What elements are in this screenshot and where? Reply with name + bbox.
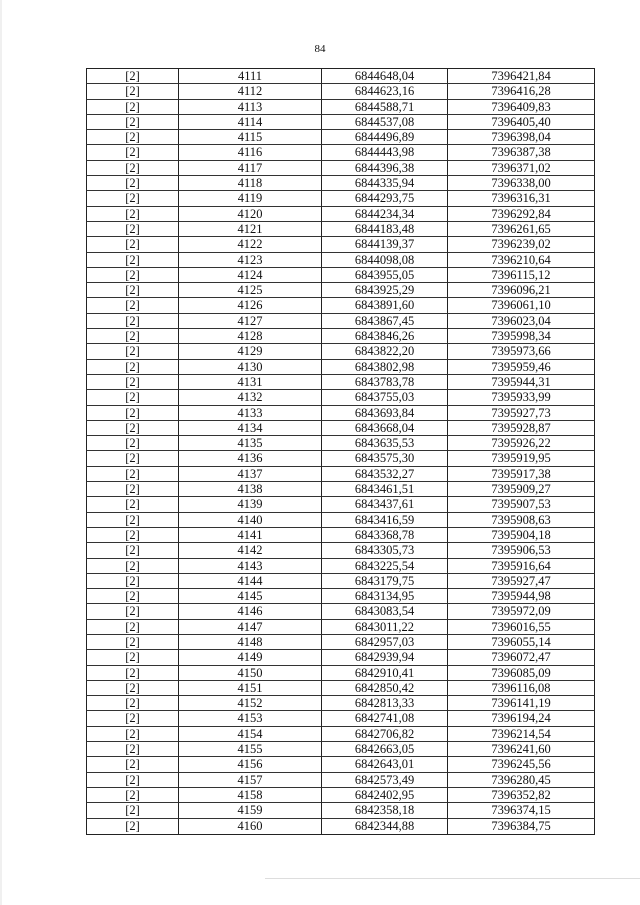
x-coordinate-cell: 6844335,94	[322, 176, 448, 191]
table-row	[86, 497, 595, 512]
table-row	[86, 115, 595, 130]
point-number-cell: 4148	[179, 635, 322, 650]
point-number-cell: 4121	[179, 222, 322, 237]
table-row	[86, 314, 595, 329]
point-number-cell: 4140	[179, 513, 322, 528]
point-number-cell: 4155	[179, 742, 322, 757]
x-coordinate-cell: 6843416,59	[322, 513, 448, 528]
table-row	[86, 696, 595, 711]
source-ref-cell: [2]	[86, 283, 179, 298]
table-row	[86, 176, 595, 191]
point-number-cell: 4112	[179, 84, 322, 99]
x-coordinate-cell: 6843955,05	[322, 268, 448, 283]
x-coordinate-cell: 6844183,48	[322, 222, 448, 237]
point-number-cell: 4128	[179, 329, 322, 344]
table-row	[86, 513, 595, 528]
table-row	[86, 604, 595, 619]
source-ref-cell: [2]	[86, 696, 179, 711]
source-ref-cell: [2]	[86, 788, 179, 803]
table-row	[86, 650, 595, 665]
point-number-cell: 4129	[179, 344, 322, 359]
table-row	[86, 482, 595, 497]
source-ref-cell: [2]	[86, 681, 179, 696]
point-number-cell: 4124	[179, 268, 322, 283]
x-coordinate-cell: 6843179,75	[322, 574, 448, 589]
source-ref-cell: [2]	[86, 574, 179, 589]
y-coordinate-cell: 7396280,45	[448, 773, 595, 788]
x-coordinate-cell: 6844396,38	[322, 161, 448, 176]
point-number-cell: 4156	[179, 757, 322, 772]
source-ref-cell: [2]	[86, 635, 179, 650]
y-coordinate-cell: 7395906,53	[448, 543, 595, 558]
x-coordinate-cell: 6843532,27	[322, 467, 448, 482]
y-coordinate-cell: 7396384,75	[448, 819, 595, 834]
point-number-cell: 4158	[179, 788, 322, 803]
y-coordinate-cell: 7395944,31	[448, 375, 595, 390]
source-ref-cell: [2]	[86, 650, 179, 665]
y-coordinate-cell: 7395908,63	[448, 513, 595, 528]
y-coordinate-cell: 7396387,38	[448, 145, 595, 160]
y-coordinate-cell: 7396261,65	[448, 222, 595, 237]
table-row	[86, 727, 595, 742]
y-coordinate-cell: 7396141,19	[448, 696, 595, 711]
source-ref-cell: [2]	[86, 451, 179, 466]
source-ref-cell: [2]	[86, 222, 179, 237]
y-coordinate-cell: 7395972,09	[448, 604, 595, 619]
table-row	[86, 467, 595, 482]
table-row	[86, 237, 595, 252]
point-number-cell: 4115	[179, 130, 322, 145]
source-ref-cell: [2]	[86, 176, 179, 191]
table-row	[86, 574, 595, 589]
x-coordinate-cell: 6843925,29	[322, 283, 448, 298]
source-ref-cell: [2]	[86, 467, 179, 482]
source-ref-cell: [2]	[86, 757, 179, 772]
y-coordinate-cell: 7395928,87	[448, 421, 595, 436]
x-coordinate-cell: 6843846,26	[322, 329, 448, 344]
point-number-cell: 4154	[179, 727, 322, 742]
x-coordinate-cell: 6844648,04	[322, 69, 448, 84]
point-number-cell: 4111	[179, 69, 322, 84]
y-coordinate-cell: 7395944,98	[448, 589, 595, 604]
source-ref-cell: [2]	[86, 329, 179, 344]
source-ref-cell: [2]	[86, 528, 179, 543]
table-row	[86, 253, 595, 268]
x-coordinate-cell: 6843437,61	[322, 497, 448, 512]
y-coordinate-cell: 7396210,64	[448, 253, 595, 268]
source-ref-cell: [2]	[86, 298, 179, 313]
x-coordinate-cell: 6844537,08	[322, 115, 448, 130]
table-row	[86, 283, 595, 298]
point-number-cell: 4159	[179, 803, 322, 818]
y-coordinate-cell: 7396338,00	[448, 176, 595, 191]
table-row	[86, 436, 595, 451]
source-ref-cell: [2]	[86, 84, 179, 99]
x-coordinate-cell: 6842741,08	[322, 711, 448, 726]
x-coordinate-cell: 6844293,75	[322, 191, 448, 206]
table-row	[86, 711, 595, 726]
y-coordinate-cell: 7395909,27	[448, 482, 595, 497]
source-ref-cell: [2]	[86, 513, 179, 528]
table-row	[86, 130, 595, 145]
y-coordinate-cell: 7396116,08	[448, 681, 595, 696]
x-coordinate-cell: 6842957,03	[322, 635, 448, 650]
x-coordinate-cell: 6843083,54	[322, 604, 448, 619]
x-coordinate-cell: 6842344,88	[322, 819, 448, 834]
table-row	[86, 390, 595, 405]
y-coordinate-cell: 7395916,64	[448, 559, 595, 574]
x-coordinate-cell: 6843461,51	[322, 482, 448, 497]
table-row	[86, 589, 595, 604]
table-row	[86, 773, 595, 788]
table-row	[86, 100, 595, 115]
point-number-cell: 4139	[179, 497, 322, 512]
table-row	[86, 207, 595, 222]
point-number-cell: 4114	[179, 115, 322, 130]
y-coordinate-cell: 7396115,12	[448, 268, 595, 283]
source-ref-cell: [2]	[86, 237, 179, 252]
y-coordinate-cell: 7396292,84	[448, 207, 595, 222]
source-ref-cell: [2]	[86, 375, 179, 390]
x-coordinate-cell: 6844623,16	[322, 84, 448, 99]
x-coordinate-cell: 6842910,41	[322, 666, 448, 681]
y-coordinate-cell: 7396016,55	[448, 620, 595, 635]
table-row	[86, 298, 595, 313]
source-ref-cell: [2]	[86, 115, 179, 130]
table-row	[86, 635, 595, 650]
x-coordinate-cell: 6843225,54	[322, 559, 448, 574]
coordinates-table	[86, 68, 595, 835]
table-row	[86, 161, 595, 176]
table-row	[86, 191, 595, 206]
x-coordinate-cell: 6843755,03	[322, 390, 448, 405]
y-coordinate-cell: 7396085,09	[448, 666, 595, 681]
source-ref-cell: [2]	[86, 360, 179, 375]
y-coordinate-cell: 7396241,60	[448, 742, 595, 757]
source-ref-cell: [2]	[86, 620, 179, 635]
y-coordinate-cell: 7395973,66	[448, 344, 595, 359]
page-number: 84	[314, 43, 326, 55]
point-number-cell: 4125	[179, 283, 322, 298]
scan-edge	[0, 0, 2, 905]
y-coordinate-cell: 7395907,53	[448, 497, 595, 512]
source-ref-cell: [2]	[86, 69, 179, 84]
source-ref-cell: [2]	[86, 589, 179, 604]
source-ref-cell: [2]	[86, 161, 179, 176]
point-number-cell: 4142	[179, 543, 322, 558]
point-number-cell: 4120	[179, 207, 322, 222]
x-coordinate-cell: 6843575,30	[322, 451, 448, 466]
point-number-cell: 4147	[179, 620, 322, 635]
source-ref-cell: [2]	[86, 253, 179, 268]
x-coordinate-cell: 6843668,04	[322, 421, 448, 436]
y-coordinate-cell: 7396398,04	[448, 130, 595, 145]
source-ref-cell: [2]	[86, 191, 179, 206]
y-coordinate-cell: 7395904,18	[448, 528, 595, 543]
point-number-cell: 4123	[179, 253, 322, 268]
point-number-cell: 4149	[179, 650, 322, 665]
point-number-cell: 4136	[179, 451, 322, 466]
table-row	[86, 788, 595, 803]
table-row	[86, 145, 595, 160]
source-ref-cell: [2]	[86, 207, 179, 222]
point-number-cell: 4137	[179, 467, 322, 482]
source-ref-cell: [2]	[86, 773, 179, 788]
source-ref-cell: [2]	[86, 604, 179, 619]
x-coordinate-cell: 6842402,95	[322, 788, 448, 803]
point-number-cell: 4141	[179, 528, 322, 543]
point-number-cell: 4132	[179, 390, 322, 405]
source-ref-cell: [2]	[86, 406, 179, 421]
y-coordinate-cell: 7396371,02	[448, 161, 595, 176]
source-ref-cell: [2]	[86, 436, 179, 451]
y-coordinate-cell: 7395998,34	[448, 329, 595, 344]
y-coordinate-cell: 7395926,22	[448, 436, 595, 451]
x-coordinate-cell: 6843867,45	[322, 314, 448, 329]
point-number-cell: 4117	[179, 161, 322, 176]
x-coordinate-cell: 6844098,08	[322, 253, 448, 268]
x-coordinate-cell: 6843134,95	[322, 589, 448, 604]
point-number-cell: 4122	[179, 237, 322, 252]
source-ref-cell: [2]	[86, 100, 179, 115]
x-coordinate-cell: 6843635,53	[322, 436, 448, 451]
x-coordinate-cell: 6843011,22	[322, 620, 448, 635]
table-row	[86, 344, 595, 359]
x-coordinate-cell: 6842850,42	[322, 681, 448, 696]
table-row	[86, 742, 595, 757]
x-coordinate-cell: 6843822,20	[322, 344, 448, 359]
y-coordinate-cell: 7395933,99	[448, 390, 595, 405]
point-number-cell: 4116	[179, 145, 322, 160]
point-number-cell: 4146	[179, 604, 322, 619]
source-ref-cell: [2]	[86, 130, 179, 145]
y-coordinate-cell: 7396194,24	[448, 711, 595, 726]
point-number-cell: 4113	[179, 100, 322, 115]
x-coordinate-cell: 6844443,98	[322, 145, 448, 160]
table-row	[86, 620, 595, 635]
y-coordinate-cell: 7396416,28	[448, 84, 595, 99]
point-number-cell: 4145	[179, 589, 322, 604]
source-ref-cell: [2]	[86, 268, 179, 283]
x-coordinate-cell: 6844139,37	[322, 237, 448, 252]
table-row	[86, 406, 595, 421]
y-coordinate-cell: 7395917,38	[448, 467, 595, 482]
x-coordinate-cell: 6844588,71	[322, 100, 448, 115]
table-row	[86, 681, 595, 696]
table-row	[86, 528, 595, 543]
y-coordinate-cell: 7396409,83	[448, 100, 595, 115]
y-coordinate-cell: 7396374,15	[448, 803, 595, 818]
y-coordinate-cell: 7396316,31	[448, 191, 595, 206]
point-number-cell: 4131	[179, 375, 322, 390]
y-coordinate-cell: 7396055,14	[448, 635, 595, 650]
table-row	[86, 451, 595, 466]
table-row	[86, 329, 595, 344]
y-coordinate-cell: 7395927,47	[448, 574, 595, 589]
bottom-divider	[265, 878, 640, 879]
x-coordinate-cell: 6842939,94	[322, 650, 448, 665]
x-coordinate-cell: 6842573,49	[322, 773, 448, 788]
table-row	[86, 222, 595, 237]
source-ref-cell: [2]	[86, 543, 179, 558]
table-row	[86, 803, 595, 818]
y-coordinate-cell: 7396072,47	[448, 650, 595, 665]
source-ref-cell: [2]	[86, 727, 179, 742]
y-coordinate-cell: 7396061,10	[448, 298, 595, 313]
point-number-cell: 4144	[179, 574, 322, 589]
table-row	[86, 559, 595, 574]
table-row	[86, 69, 595, 84]
point-number-cell: 4127	[179, 314, 322, 329]
point-number-cell: 4138	[179, 482, 322, 497]
point-number-cell: 4151	[179, 681, 322, 696]
x-coordinate-cell: 6843802,98	[322, 360, 448, 375]
y-coordinate-cell: 7396214,54	[448, 727, 595, 742]
y-coordinate-cell: 7395927,73	[448, 406, 595, 421]
point-number-cell: 4150	[179, 666, 322, 681]
table-row	[86, 360, 595, 375]
x-coordinate-cell: 6843368,78	[322, 528, 448, 543]
point-number-cell: 4160	[179, 819, 322, 834]
source-ref-cell: [2]	[86, 482, 179, 497]
source-ref-cell: [2]	[86, 803, 179, 818]
source-ref-cell: [2]	[86, 819, 179, 834]
x-coordinate-cell: 6844234,34	[322, 207, 448, 222]
source-ref-cell: [2]	[86, 314, 179, 329]
table-row	[86, 375, 595, 390]
source-ref-cell: [2]	[86, 666, 179, 681]
x-coordinate-cell: 6842358,18	[322, 803, 448, 818]
source-ref-cell: [2]	[86, 390, 179, 405]
point-number-cell: 4153	[179, 711, 322, 726]
point-number-cell: 4135	[179, 436, 322, 451]
table-row	[86, 84, 595, 99]
x-coordinate-cell: 6842663,05	[322, 742, 448, 757]
point-number-cell: 4152	[179, 696, 322, 711]
point-number-cell: 4126	[179, 298, 322, 313]
source-ref-cell: [2]	[86, 497, 179, 512]
point-number-cell: 4118	[179, 176, 322, 191]
x-coordinate-cell: 6844496,89	[322, 130, 448, 145]
table-row	[86, 666, 595, 681]
y-coordinate-cell: 7396239,02	[448, 237, 595, 252]
x-coordinate-cell: 6842643,01	[322, 757, 448, 772]
y-coordinate-cell: 7395919,95	[448, 451, 595, 466]
x-coordinate-cell: 6843783,78	[322, 375, 448, 390]
table-row	[86, 757, 595, 772]
source-ref-cell: [2]	[86, 711, 179, 726]
source-ref-cell: [2]	[86, 421, 179, 436]
point-number-cell: 4119	[179, 191, 322, 206]
point-number-cell: 4134	[179, 421, 322, 436]
x-coordinate-cell: 6843693,84	[322, 406, 448, 421]
source-ref-cell: [2]	[86, 559, 179, 574]
x-coordinate-cell: 6842813,33	[322, 696, 448, 711]
table-row	[86, 421, 595, 436]
table-row	[86, 268, 595, 283]
y-coordinate-cell: 7396023,04	[448, 314, 595, 329]
table-row	[86, 543, 595, 558]
y-coordinate-cell: 7396245,56	[448, 757, 595, 772]
source-ref-cell: [2]	[86, 145, 179, 160]
x-coordinate-cell: 6843305,73	[322, 543, 448, 558]
x-coordinate-cell: 6842706,82	[322, 727, 448, 742]
y-coordinate-cell: 7396096,21	[448, 283, 595, 298]
x-coordinate-cell: 6843891,60	[322, 298, 448, 313]
table-row	[86, 819, 595, 834]
point-number-cell: 4143	[179, 559, 322, 574]
y-coordinate-cell: 7395959,46	[448, 360, 595, 375]
source-ref-cell: [2]	[86, 344, 179, 359]
y-coordinate-cell: 7396421,84	[448, 69, 595, 84]
point-number-cell: 4133	[179, 406, 322, 421]
point-number-cell: 4130	[179, 360, 322, 375]
source-ref-cell: [2]	[86, 742, 179, 757]
y-coordinate-cell: 7396352,82	[448, 788, 595, 803]
point-number-cell: 4157	[179, 773, 322, 788]
y-coordinate-cell: 7396405,40	[448, 115, 595, 130]
